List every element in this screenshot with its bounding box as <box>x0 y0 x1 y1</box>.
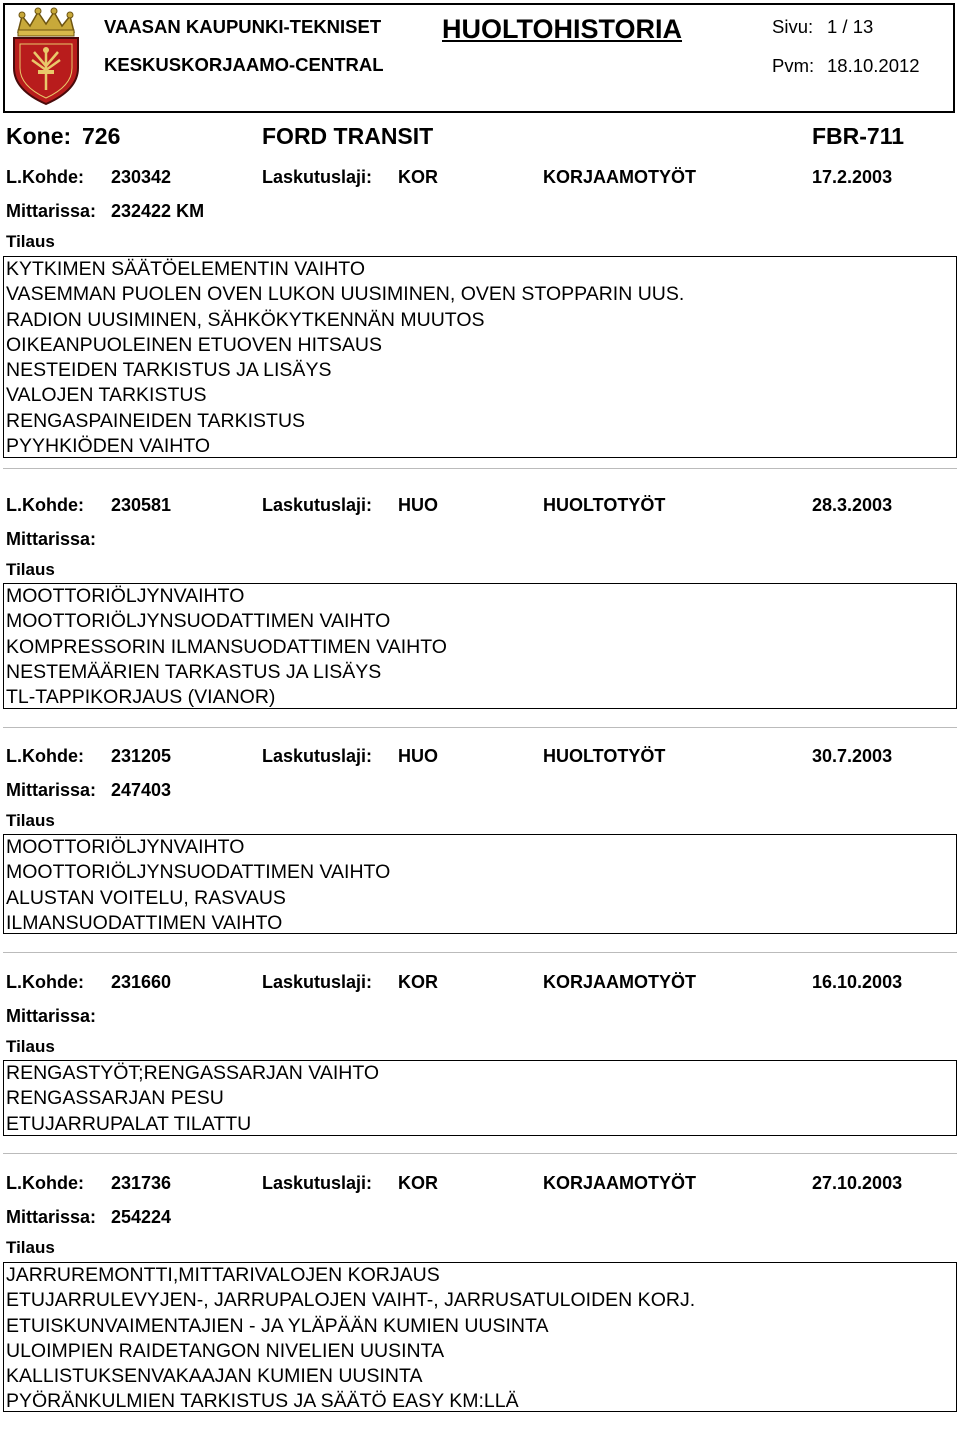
print-date <box>772 55 920 77</box>
page-label: Sivu: <box>772 16 814 37</box>
machine-number: 726 <box>82 123 121 149</box>
date-label: Pvm: <box>772 55 815 76</box>
work-date: 16.10.2003 <box>812 972 903 992</box>
order-line: MOOTTORIÖLJYNSUODATTIMEN VAIHTO <box>6 610 391 633</box>
order-line: NESTEIDEN TARKISTUS JA LISÄYS <box>6 359 332 382</box>
order-label: Tilaus <box>6 1037 55 1056</box>
department-name: KESKUSKORJAAMO-CENTRAL <box>104 54 384 75</box>
order-line: RENGASSARJAN PESU <box>6 1087 224 1110</box>
work-date: 17.2.2003 <box>812 167 893 187</box>
vehicle-plate: FBR-711 <box>812 123 905 149</box>
order-line: OIKEANPUOLEINEN ETUOVEN HITSAUS <box>6 333 382 356</box>
billing-type-label: Laskutuslaji: <box>262 1173 373 1193</box>
order-line: MOOTTORIÖLJYNVAIHTO <box>6 836 245 858</box>
order-line: ETUISKUNVAIMENTAJIEN - JA YLÄPÄÄN KUMIEN UUSINTA <box>6 1314 549 1337</box>
work-date: 30.7.2003 <box>812 746 893 766</box>
billing-type-code: KOR <box>398 167 438 187</box>
odometer-reading: 247403 <box>111 780 172 800</box>
work-type: HUOLTOTYÖT <box>543 746 666 766</box>
billing-type-code: HUO <box>398 746 438 766</box>
kohde-number: 230342 <box>111 167 172 187</box>
odometer-label: Mittarissa: <box>6 780 97 800</box>
kohde-label: L.Kohde: <box>6 972 84 992</box>
date-value: 18.10.2012 <box>827 55 920 76</box>
order-line: NESTEMÄÄRIEN TARKASTUS JA LISÄYS <box>6 660 382 683</box>
order-line: ILMANSUODATTIMEN VAIHTO <box>6 911 283 934</box>
order-line: ETUJARRUPALAT TILATTU <box>6 1112 252 1135</box>
order-line: VALOJEN TARKISTUS <box>6 384 207 407</box>
page-indicator <box>772 16 874 38</box>
odometer-reading: 232422 KM <box>111 201 205 221</box>
order-line: MOOTTORIÖLJYNVAIHTO <box>6 585 245 607</box>
order-description-box <box>3 1060 957 1136</box>
order-line: PYYHKIÖDEN VAIHTO <box>6 435 211 458</box>
kohde-label: L.Kohde: <box>6 1173 84 1193</box>
order-line: RADION UUSIMINEN, SÄHKÖKYTKENNÄN MUUTOS <box>6 308 485 331</box>
entry-separator <box>3 727 957 728</box>
order-description-box <box>3 583 957 709</box>
machine-label: Kone: <box>6 123 72 149</box>
kohde-number: 230581 <box>111 495 172 515</box>
billing-type-code: HUO <box>398 495 438 515</box>
work-type: KORJAAMOTYÖT <box>543 972 696 992</box>
order-line: ULOIMPIEN RAIDETANGON NIVELIEN UUSINTA <box>6 1339 445 1362</box>
document-title: HUOLTOHISTORIA <box>442 14 683 44</box>
order-line: PYÖRÄNKULMIEN TARKISTUS JA SÄÄTÖ EASY KM:LLÄ <box>6 1390 519 1413</box>
odometer-label: Mittarissa: <box>6 201 97 221</box>
entry-separator <box>3 468 957 469</box>
order-description-box <box>3 256 957 458</box>
order-line: KALLISTUKSENVAKAAJAN KUMIEN UUSINTA <box>6 1365 423 1388</box>
order-line: RENGASPAINEIDEN TARKISTUS <box>6 409 306 432</box>
kohde-label: L.Kohde: <box>6 167 84 187</box>
order-line: KYTKIMEN SÄÄTÖELEMENTIN VAIHTO <box>6 258 366 280</box>
billing-type-label: Laskutuslaji: <box>262 746 373 766</box>
odometer-reading: 254224 <box>111 1207 172 1227</box>
kohde-number: 231660 <box>111 972 172 992</box>
billing-type-code: KOR <box>398 1173 438 1193</box>
kohde-label: L.Kohde: <box>6 495 84 515</box>
odometer-label: Mittarissa: <box>6 529 97 549</box>
entry-separator <box>3 1153 957 1154</box>
order-line: VASEMMAN PUOLEN OVEN LUKON UUSIMINEN, OVEN STOPPARIN UUS. <box>6 283 685 306</box>
organization-name: VAASAN KAUPUNKI-TEKNISET <box>104 16 382 37</box>
order-line: KOMPRESSORIN ILMANSUODATTIMEN VAIHTO <box>6 635 447 658</box>
order-line: ALUSTAN VOITELU, RASVAUS <box>6 886 286 909</box>
billing-type-label: Laskutuslaji: <box>262 167 373 187</box>
city-coat-of-arms-logo <box>6 6 86 108</box>
odometer-label: Mittarissa: <box>6 1207 97 1227</box>
work-date: 27.10.2003 <box>812 1173 903 1193</box>
page-value: 1 / 13 <box>827 16 874 37</box>
kohde-number: 231205 <box>111 746 172 766</box>
vehicle-model: FORD TRANSIT <box>262 123 434 149</box>
kohde-number: 231736 <box>111 1173 172 1193</box>
odometer-label: Mittarissa: <box>6 1006 97 1026</box>
order-label: Tilaus <box>6 1238 55 1257</box>
order-line: MOOTTORIÖLJYNSUODATTIMEN VAIHTO <box>6 861 391 884</box>
order-line: TL-TAPPIKORJAUS (VIANOR) <box>6 686 276 709</box>
work-type: HUOLTOTYÖT <box>543 495 666 515</box>
work-date: 28.3.2003 <box>812 495 893 515</box>
billing-type-label: Laskutuslaji: <box>262 972 373 992</box>
order-line: RENGASTYÖT;RENGASSARJAN VAIHTO <box>6 1062 380 1084</box>
kohde-label: L.Kohde: <box>6 746 84 766</box>
billing-type-label: Laskutuslaji: <box>262 495 373 515</box>
order-description-box <box>3 1262 957 1412</box>
work-type: KORJAAMOTYÖT <box>543 1173 696 1193</box>
order-line: JARRUREMONTTI,MITTARIVALOJEN KORJAUS <box>6 1264 440 1286</box>
work-type: KORJAAMOTYÖT <box>543 167 696 187</box>
billing-type-code: KOR <box>398 972 438 992</box>
entry-separator <box>3 952 957 953</box>
order-line: ETUJARRULEVYJEN-, JARRUPALOJEN VAIHT-, JARRUSATULOIDEN KORJ. <box>6 1289 696 1312</box>
order-label: Tilaus <box>6 232 55 251</box>
order-label: Tilaus <box>6 560 55 579</box>
order-label: Tilaus <box>6 811 55 830</box>
order-description-box <box>3 834 957 934</box>
